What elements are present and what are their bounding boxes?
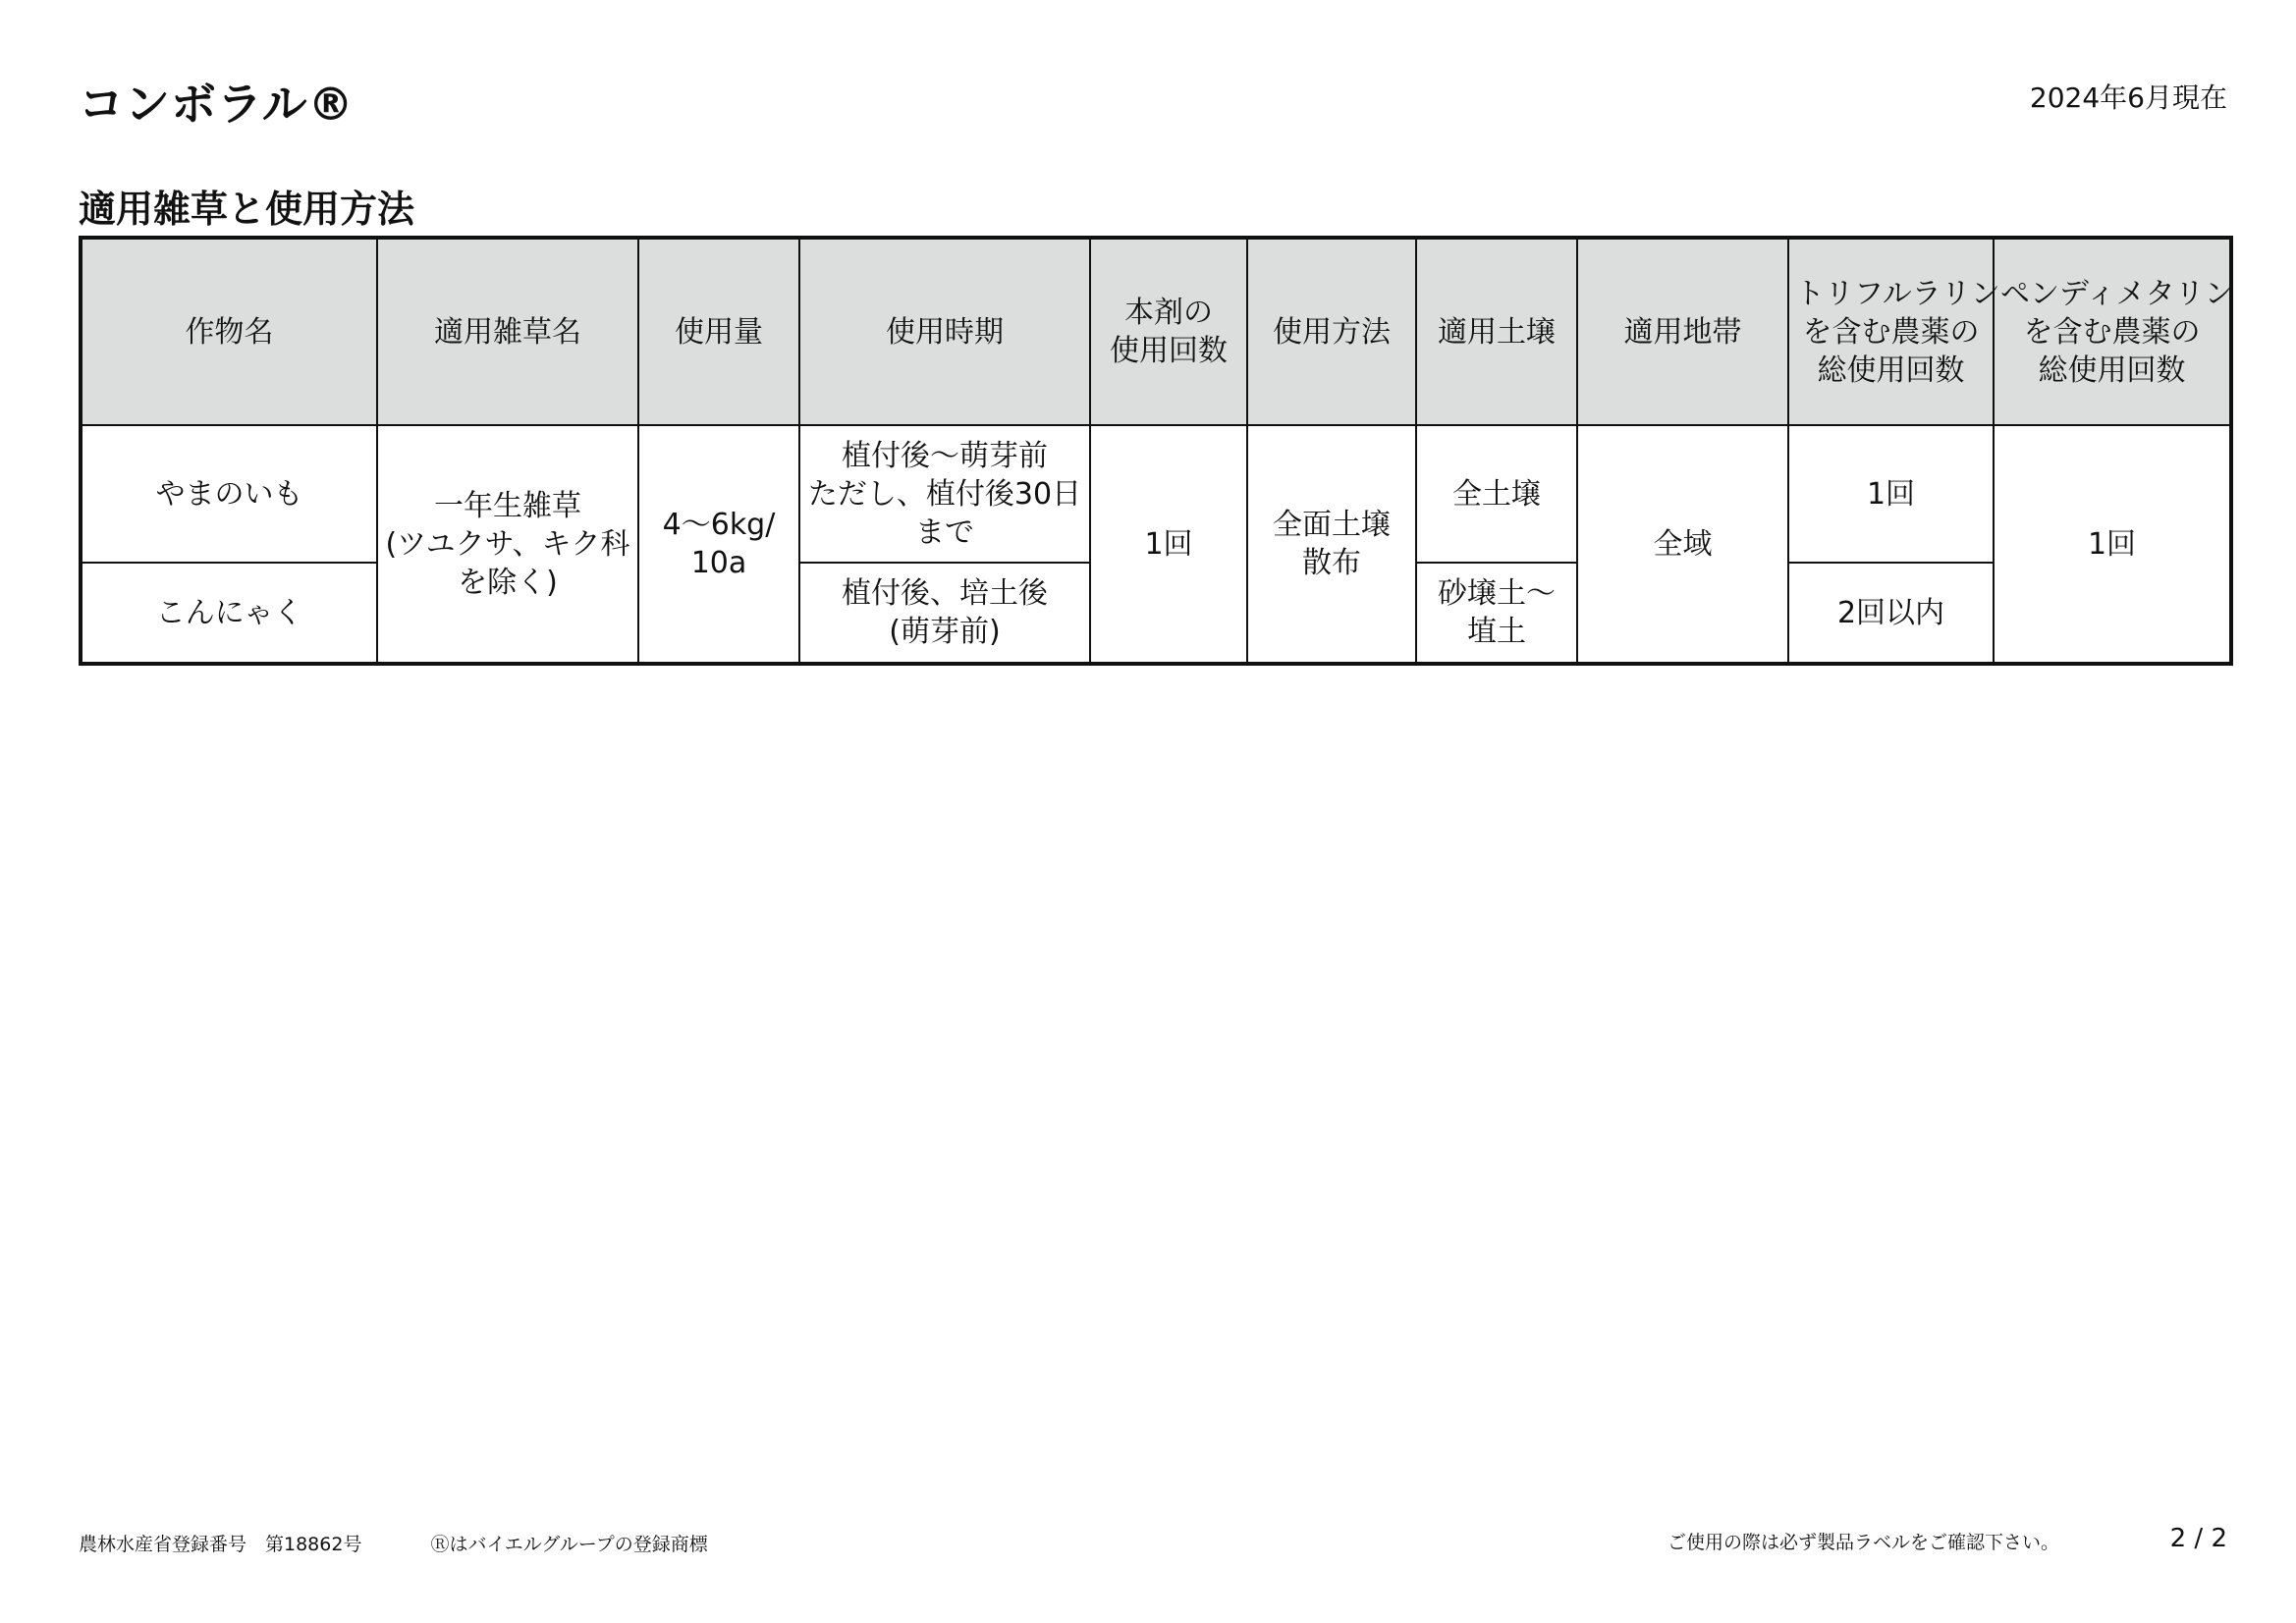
trademark-note: Ⓡはバイエルグループの登録商標 [430, 1534, 708, 1555]
page-number: 2 / 2 [2169, 1524, 2227, 1553]
header-crop: 作物名 [81, 238, 377, 425]
cell-dosage: 4～6kg/ 10a [638, 425, 799, 664]
header-pendimethalin-total: ペンディメタリン を含む農薬の 総使用回数 [1994, 238, 2231, 425]
registration-number: 農林水産省登録番号 第18862号 [79, 1534, 362, 1555]
usage-table [79, 236, 2233, 666]
label-check-note: ご使用の際は必ず製品ラベルをご確認下さい。 [1667, 1532, 2060, 1553]
cell-crop-konnyaku: こんにゃく [81, 563, 377, 664]
table-header-row [81, 238, 2231, 425]
header-dosage: 使用量 [638, 238, 799, 425]
cell-trifluralin-yamanoimo: 1回 [1788, 425, 1994, 563]
header-weeds: 適用雑草名 [377, 238, 638, 425]
header-uses: 本剤の 使用回数 [1090, 238, 1247, 425]
header-method: 使用方法 [1247, 238, 1416, 425]
header-region: 適用地帯 [1577, 238, 1788, 425]
header-trifluralin-total: トリフルラリン を含む農薬の 総使用回数 [1788, 238, 1994, 425]
cell-region: 全域 [1577, 425, 1788, 664]
cell-timing-konnyaku: 植付後、培土後 (萌芽前) [799, 563, 1090, 664]
cell-soil-konnyaku: 砂壌土～ 埴土 [1416, 563, 1577, 664]
header-soil: 適用土壌 [1416, 238, 1577, 425]
cell-uses: 1回 [1090, 425, 1247, 664]
product-title: コンボラル® [79, 78, 355, 131]
as-of-date: 2024年6月現在 [2029, 81, 2227, 114]
section-title: 適用雑草と使用方法 [79, 188, 415, 231]
header-timing: 使用時期 [799, 238, 1090, 425]
cell-crop-yamanoimo: やまのいも [81, 425, 377, 563]
footer-left [79, 1530, 708, 1556]
cell-soil-yamanoimo: 全土壌 [1416, 425, 1577, 563]
cell-method: 全面土壌 散布 [1247, 425, 1416, 664]
cell-timing-yamanoimo: 植付後～萌芽前 ただし、植付後30日 まで [799, 425, 1090, 563]
cell-pendimethalin: 1回 [1994, 425, 2231, 664]
cell-weeds: 一年生雑草 (ツユクサ、キク科 を除く) [377, 425, 638, 664]
table-row [81, 425, 2231, 563]
cell-trifluralin-konnyaku: 2回以内 [1788, 563, 1994, 664]
